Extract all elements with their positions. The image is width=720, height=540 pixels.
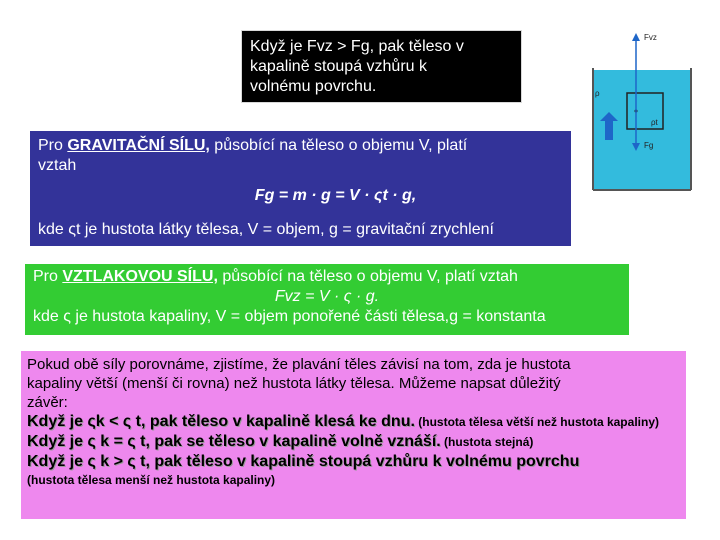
- gravity-intro-prefix: Pro: [38, 137, 68, 154]
- label-rho: ρ: [595, 89, 600, 98]
- case-sinking-text: Když je ςk < ς t, pak těleso v kapalině klesá ke dnu.: [27, 413, 415, 430]
- buoyancy-where: kde ς je hustota kapaliny, V = objem ponořené části tělesa,g = konstanta: [33, 308, 546, 325]
- conclusion-line-1: Pokud obě síly porovnáme, zjistíme, že plavání těles závisí na tom, zda je hustota: [27, 356, 571, 373]
- gravity-formula: Fg = m · g = V · ςt · g,: [254, 187, 417, 204]
- case-rising-note: (hustota tělesa menší než hustota kapaliny): [27, 473, 276, 487]
- gravity-intro: [38, 136, 563, 156]
- label-rho-t: ρt: [651, 118, 658, 127]
- case-sinking-note: (hustota tělesa větší než hustota kapaliny): [414, 415, 659, 429]
- case-floating-text: Když je ς k = ς t, pak se těleso v kapalině volně vznáší.: [27, 433, 441, 450]
- buoyancy-intro-prefix: Pro: [33, 268, 63, 285]
- gravity-where: kde ςt je hustota látky tělesa, V = objem, g = gravitační zrychlení: [38, 221, 494, 238]
- fvz-arrow-head: [632, 33, 640, 41]
- gravity-term: GRAVITAČNÍ SÍLU,: [67, 137, 210, 154]
- gravity-intro-rest: působící na těleso o objemu V, platí: [209, 137, 468, 154]
- case-floating: [27, 432, 680, 452]
- statement-box: [241, 30, 522, 103]
- statement-line-1: Když je Fvz > Fg, pak těleso v: [250, 38, 464, 55]
- label-fg: Fg: [644, 141, 654, 150]
- statement-text: [242, 31, 521, 103]
- buoyancy-formula: Fvz = V · ς · g.: [274, 288, 380, 305]
- buoyancy-term: VZTLAKOVOU SÍLU,: [62, 268, 218, 285]
- conclusion-line-2: kapaliny větší (menší či rovna) než hustota látky tělesa. Můžeme napsat důležitý: [27, 375, 561, 392]
- conclusion-box: [21, 351, 686, 519]
- label-fvz: Fvz: [644, 33, 657, 42]
- buoyancy-intro-rest: působící na těleso o objemu V, platí vztah: [217, 268, 518, 285]
- case-sinking: [27, 412, 680, 432]
- buoyancy-force-box: [25, 263, 629, 335]
- statement-line-3: volnému povrchu.: [250, 78, 377, 95]
- statement-line-2: kapalině stoupá vzhůru k: [250, 58, 427, 75]
- conclusion-line-3: závěr:: [27, 394, 68, 411]
- buoyancy-diagram: [587, 28, 709, 193]
- buoyancy-intro: [33, 267, 621, 287]
- case-floating-note: (hustota stejná): [440, 435, 534, 449]
- case-rising: Když je ς k > ς t, pak těleso v kapalině stoupá vzhůru k volnému povrchu: [27, 453, 580, 470]
- gravity-force-box: [30, 131, 571, 246]
- gravity-intro-line2: vztah: [38, 157, 77, 174]
